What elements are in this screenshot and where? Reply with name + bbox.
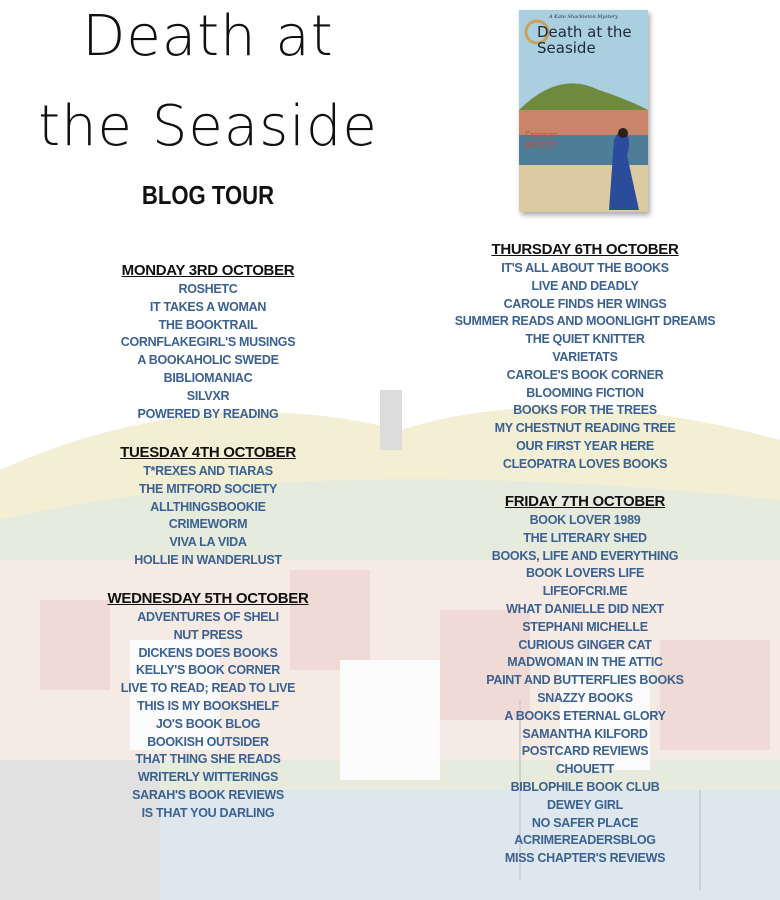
blog-name: THE MITFORD SOCIETY <box>138 481 278 496</box>
blog-name: LIVE TO READ; READ TO LIVE <box>120 681 296 696</box>
day-friday <box>425 492 745 868</box>
blog-name: WRITERLY WITTERINGS <box>137 770 279 785</box>
blog-name: ALLTHINGSBOOKIE <box>150 499 266 514</box>
blog-name: A BOOKS ETERNAL GLORY <box>504 708 666 723</box>
cover-author <box>525 130 558 150</box>
blog-name: SILVXR <box>186 388 230 403</box>
day-monday <box>58 261 358 423</box>
blog-name: THE LITERARY SHED <box>523 530 647 545</box>
blog-name: DEWEY GIRL <box>547 797 623 812</box>
blog-name: STEPHANI MICHELLE <box>522 619 648 634</box>
blog-name: JO'S BOOK BLOG <box>155 716 261 731</box>
poster-title-line1: Death at <box>82 4 334 69</box>
blog-name: NO SAFER PLACE <box>531 815 639 830</box>
blog-name: BLOOMING FICTION <box>526 385 644 400</box>
day-thursday <box>425 240 745 474</box>
day-heading: WEDNESDAY 5TH OCTOBER <box>107 590 309 607</box>
blog-name: WHAT DANIELLE DID NEXT <box>506 601 664 616</box>
blog-name: IT'S ALL ABOUT THE BOOKS <box>501 261 669 275</box>
blog-name: PAINT AND BUTTERFLIES BOOKS <box>486 673 684 688</box>
blog-name: CRIMEWORM <box>168 517 248 532</box>
blog-name: LIFEOFCRI.ME <box>542 584 628 599</box>
blog-name: BOOK LOVERS LIFE <box>525 566 645 581</box>
blog-name: MISS CHAPTER'S REVIEWS <box>504 851 666 866</box>
blog-name: ACRIMEREADERSBLOG <box>514 833 656 848</box>
blog-name: CAROLE FINDS HER WINGS <box>503 296 667 311</box>
day-heading: THURSDAY 6TH OCTOBER <box>491 241 679 258</box>
day-heading: FRIDAY 7TH OCTOBER <box>504 493 666 510</box>
blog-name: BIBLOPHILE BOOK CLUB <box>510 779 660 794</box>
blog-name: BOOKS FOR THE TREES <box>513 403 657 418</box>
blog-name: BOOKS, LIFE AND EVERYTHING <box>491 548 679 563</box>
blog-name: THIS IS MY BOOKSHELF <box>137 698 279 713</box>
blog-name: BOOK LOVER 1989 <box>529 513 641 527</box>
blog-name: SUMMER READS AND MOONLIGHT DREAMS <box>454 314 716 329</box>
blog-name: BIBLIOMANIAC <box>163 370 253 385</box>
poster-title-line2: the Seaside <box>38 94 378 159</box>
blog-name: VIVA LA VIDA <box>169 535 247 550</box>
day-wednesday <box>58 589 358 823</box>
blog-name: HOLLIE IN WANDERLUST <box>134 552 282 567</box>
blog-name: MY CHESTNUT READING TREE <box>494 421 676 436</box>
day-heading: MONDAY 3RD OCTOBER <box>121 262 295 279</box>
blog-name: A BOOKAHOLIC SWEDE <box>137 353 279 368</box>
blog-name: KELLY'S BOOK CORNER <box>135 663 281 678</box>
blog-name: THE QUIET KNITTER <box>525 332 645 347</box>
blog-name: MADWOMAN IN THE ATTIC <box>507 655 663 670</box>
book-cover <box>519 10 648 212</box>
blog-name: CORNFLAKEGIRL'S MUSINGS <box>120 335 296 350</box>
poster-subtitle: BLOG TOUR <box>141 180 275 210</box>
blog-name: POSTCARD REVIEWS <box>521 744 649 759</box>
blog-name: CAROLE'S BOOK CORNER <box>506 367 664 382</box>
cover-author-first: Frances <box>525 130 558 140</box>
blog-name: DICKENS DOES BOOKS <box>138 645 278 660</box>
blog-name: SAMANTHA KILFORD <box>522 726 648 741</box>
day-heading: TUESDAY 4TH OCTOBER <box>120 444 296 461</box>
blog-name: BOOKISH OUTSIDER <box>147 734 269 749</box>
blog-name: THAT THING SHE READS <box>135 752 281 767</box>
blog-name: T*REXES AND TIARAS <box>143 464 273 478</box>
blog-name: CLEOPATRA LOVES BOOKS <box>502 456 668 471</box>
blog-name: LIVE AND DEADLY <box>531 278 639 293</box>
blog-name: OUR FIRST YEAR HERE <box>516 438 654 453</box>
blog-name: CHOUETT <box>555 762 615 777</box>
blog-name: SNAZZY BOOKS <box>537 690 633 705</box>
blog-name: CURIOUS GINGER CAT <box>518 637 652 652</box>
blog-name: POWERED BY READING <box>137 406 279 421</box>
cover-title: Death at the Seaside <box>537 23 632 57</box>
blog-name: SARAH'S BOOK REVIEWS <box>132 787 284 802</box>
blog-name: VARIETATS <box>552 349 618 364</box>
day-tuesday <box>58 443 358 570</box>
blog-name: NUT PRESS <box>173 627 243 642</box>
blog-name: IT TAKES A WOMAN <box>149 299 267 314</box>
cover-series: A Kate Shackleton Mystery <box>548 14 618 20</box>
blog-name: ROSHETC <box>178 282 238 296</box>
cover-author-last: BRODY <box>525 140 558 150</box>
blog-name: IS THAT YOU DARLING <box>141 805 275 820</box>
blog-name: ADVENTURES OF SHELI <box>137 610 279 624</box>
blog-name: THE BOOKTRAIL <box>158 317 258 332</box>
